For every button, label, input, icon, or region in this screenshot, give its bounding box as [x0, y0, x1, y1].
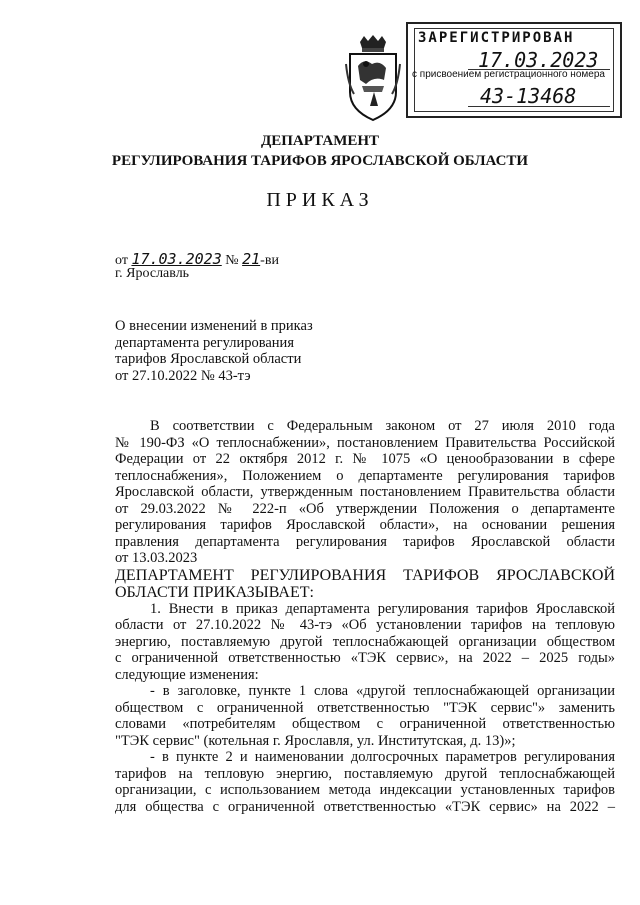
stamp-title: ЗАРЕГИСТРИРОВАН [418, 30, 575, 46]
body-line: Федерации от 22 октября 2012 г. № 1075 «О ценообразовании в сфере [115, 451, 615, 467]
body-line: В соответствии с Федеральным законом от 27 июля 2010 года [150, 418, 615, 434]
body-line: области от 27.10.2022 № 43-тэ «Об установлении тарифов на тепловую [115, 617, 615, 633]
order-city: г. Ярославль [115, 266, 190, 281]
registration-stamp [406, 22, 622, 118]
body-line: для общества с ограниченной ответственностью «ТЭК сервис» на 2022 – [115, 798, 615, 815]
body-line: следующие изменения: [115, 666, 259, 683]
body-line: 1. Внести в приказ департамента регулирования тарифов Ярославской [150, 600, 615, 617]
stamp-divider [468, 106, 610, 107]
body-line: - в пункте 2 и наименовании долгосрочных параметров регулирования [150, 749, 615, 765]
subject-line: от 27.10.2022 № 43-тэ [115, 367, 251, 384]
subject-line: тарифов Ярославской области [115, 351, 302, 367]
body-line: № 190-ФЗ «О теплоснабжении», постановлением Правительства Российской [115, 434, 615, 451]
stamp-note: с присвоением регистрационного номера [412, 69, 605, 80]
order-body [115, 418, 615, 815]
order-suffix: -ви [260, 253, 279, 268]
document-type: ПРИКАЗ [266, 189, 374, 211]
department-subtitle: РЕГУЛИРОВАНИЯ ТАРИФОВ ЯРОСЛАВСКОЙ ОБЛАСТИ [111, 153, 529, 169]
body-line: "ТЭК сервис" (котельная г. Ярославля, ул. Институтская, д. 13)»; [115, 732, 516, 749]
body-line: от 29.03.2022 № 222-п «Об утверждении Положения о департаменте [115, 500, 615, 517]
body-line: регулирования тарифов Ярославской области», на основании решения [115, 517, 615, 533]
body-line: - в заголовке, пункте 1 слова «другой теплоснабжающей организации [150, 683, 615, 699]
order-prefix: от [115, 253, 128, 268]
body-line: словами «потребителям обществом с ограниченной ответственностью [115, 716, 615, 732]
subject-line: департамента регулирования [115, 334, 294, 351]
body-line: с ограниченной ответственностью «ТЭК сервис», на 2022 – 2025 годы» [115, 650, 615, 666]
body-line: правления департамента регулирования тарифов Ярославской области [115, 533, 615, 550]
order-number-sign: № [225, 253, 239, 268]
order-subject [115, 318, 375, 384]
body-line: ДЕПАРТАМЕНТ РЕГУЛИРОВАНИЯ ТАРИФОВ ЯРОСЛАВСКОЙ [115, 566, 615, 584]
department-title: ДЕПАРТАМЕНТ [260, 133, 380, 149]
body-line: обществом с ограниченной ответственностью "ТЭК сервис"» заменить [115, 699, 615, 716]
body-line: Ярославской области, утвержденным постановлением Правительства области [115, 484, 615, 500]
body-line: от 13.03.2023 [115, 550, 198, 566]
stamp-date: 17.03.2023 [478, 48, 599, 72]
coat-of-arms-emblem [344, 34, 402, 122]
body-line: ОБЛАСТИ ПРИКАЗЫВАЕТ: [115, 583, 314, 601]
body-line: энергию, поставляемую другой теплоснабжающей организации обществом [115, 633, 615, 650]
order-date: 17.03.2023 [131, 250, 222, 268]
body-line: организации, с использованием метода индексации установленных тарифов [115, 782, 615, 798]
body-line: тарифов на тепловую энергию, поставляемую другой теплоснабжающей [115, 765, 615, 782]
stamp-number: 43-13468 [480, 84, 577, 108]
order-number: 21 [242, 250, 261, 268]
subject-line: О внесении изменений в приказ [115, 318, 313, 334]
body-line: теплоснабжения», Положением о департаменте регулирования тарифов [115, 467, 615, 484]
